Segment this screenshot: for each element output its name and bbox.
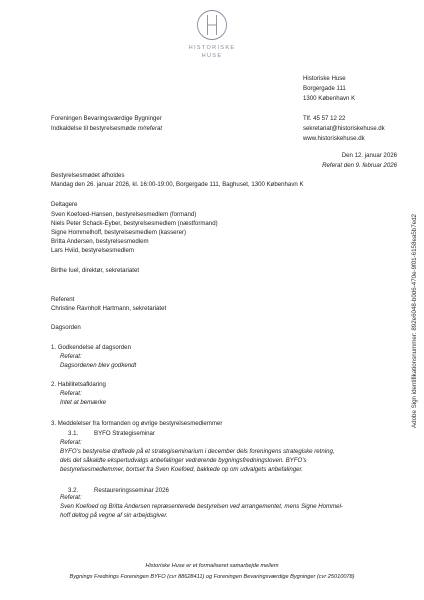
participant-extra: Birthe Iuel, direktør, sekretariatet bbox=[51, 267, 140, 274]
agenda-item-1-title: 1. Godkendelse af dagsorden bbox=[51, 344, 131, 351]
participants-heading: Deltagere bbox=[51, 201, 78, 208]
agenda-sub-3-2-text: hoff deltog på vegne af sin arbejdsgiver. bbox=[60, 512, 168, 519]
footer-line1: Historiske Huse er et formaliseret samarbejde mellem bbox=[145, 563, 279, 569]
participant-item: Niels Peter Schack-Eyber, bestyrelsesmedlem (næstformand) bbox=[51, 220, 218, 227]
agenda-item-1-text: Dagsordenen blev godkendt bbox=[60, 362, 137, 369]
adobe-sign-id: Adobe Sign identifikationsnummer: 892e6048-b0d6-470e-9f01-6158ea5b7ed2 bbox=[411, 214, 418, 428]
agenda-item-2-text: Intet at bemærke bbox=[60, 399, 107, 406]
logo-text-line1: HISTORISKE bbox=[188, 45, 236, 51]
sender-email[interactable]: sekretariat@historiskehuse.dk bbox=[303, 125, 385, 132]
agenda-item-3-title: 3. Meddelelser fra formanden og øvrige bestyrelsesmedlemmer bbox=[51, 420, 223, 427]
logo-text-line2: HUSE bbox=[201, 53, 223, 59]
sender-web[interactable]: www.historiskehuse.dk bbox=[303, 135, 365, 142]
agenda-sub-3-2-text: Sven Koefoed og Britta Andersen repræsenterede bestyrelsen ved arrangementet, mens Signe Hommel- bbox=[60, 503, 343, 510]
referent-name: Christine Ravnholt Hartmann, sekretariatet bbox=[51, 305, 167, 312]
agenda-sub-3-1-text: BYFO’s bestyrelse drøftede på et strategiseminarium i december dels foreningens strategiske retning, bbox=[60, 448, 335, 455]
sender-city: 1300 København K bbox=[303, 95, 356, 102]
referent-heading: Referent bbox=[51, 296, 75, 303]
recipient-org: Foreningen Bevaringsværdige Bygninger bbox=[51, 115, 162, 122]
agenda-sub-3-1-text: bestyrelsesmedlemmer, bortset fra Sven Koefoed, bakkede op om udvalgets anbefalinger. bbox=[60, 466, 303, 473]
agenda-sub-3-2-title: Restaureringsseminar 2026 bbox=[94, 487, 169, 494]
subject-prefix: Indkaldelse til bestyrelsesmøde bbox=[51, 125, 138, 132]
agenda-sub-3-1-title: BYFO Strategiseminar bbox=[94, 430, 155, 437]
footer-line2: Bygnings Frednings Foreningen BYFO (cvr 88628411) og Foreningen Bevaringsværdige Bygninger (cvr 25010078) bbox=[69, 574, 355, 580]
agenda-sub-3-1-num: 3.1. bbox=[68, 430, 79, 437]
logo-emblem-icon bbox=[172, 8, 252, 42]
agenda-sub-3-1-label: Referat: bbox=[60, 439, 82, 446]
sender-phone: Tlf. 45 57 12 22 bbox=[303, 115, 346, 122]
sender-name: Historiske Huse bbox=[303, 75, 346, 82]
agenda-item-1-label: Referat: bbox=[60, 353, 82, 360]
sender-street: Borgergade 111 bbox=[303, 85, 346, 92]
logo bbox=[172, 8, 252, 68]
meeting-when-where: Mandag den 26. januar 2026, kl. 16:00-19:00, Borgergade 111, Baghuset, 1300 København K bbox=[51, 181, 304, 188]
participant-item: Signe Hommelhoff, bestyrelsesmedlem (kasserer) bbox=[51, 229, 187, 236]
meeting-intro: Bestyrelsesmødet afholdes bbox=[51, 172, 125, 179]
agenda-sub-3-2-label: Referat: bbox=[60, 494, 82, 501]
participant-item: Lars Hviid, bestyrelsesmedlem bbox=[51, 247, 134, 254]
agenda-item-2-label: Referat: bbox=[60, 390, 82, 397]
subject-line bbox=[51, 125, 162, 133]
agenda-item-2-title: 2. Habilitetsafklaring bbox=[51, 381, 106, 388]
agenda-heading: Dagsorden bbox=[51, 324, 81, 331]
subject-italic: m/referat bbox=[137, 125, 163, 132]
letter-date: Den 12. januar 2026 bbox=[341, 152, 397, 159]
agenda-sub-3-2-num: 3.2. bbox=[68, 487, 79, 494]
participant-item: Sven Koefoed-Hansen, bestyrelsesmedlem (formand) bbox=[51, 211, 197, 218]
referat-date: Referat den 9. februar 2026 bbox=[322, 162, 397, 169]
participant-item: Britta Andersen, bestyrelsesmedlem bbox=[51, 238, 149, 245]
agenda-sub-3-1-text: dels det såkaldte ekspertudvalgs anbefalinger vedrørende bygningsfredningsloven. BYFO’s bbox=[60, 457, 307, 464]
